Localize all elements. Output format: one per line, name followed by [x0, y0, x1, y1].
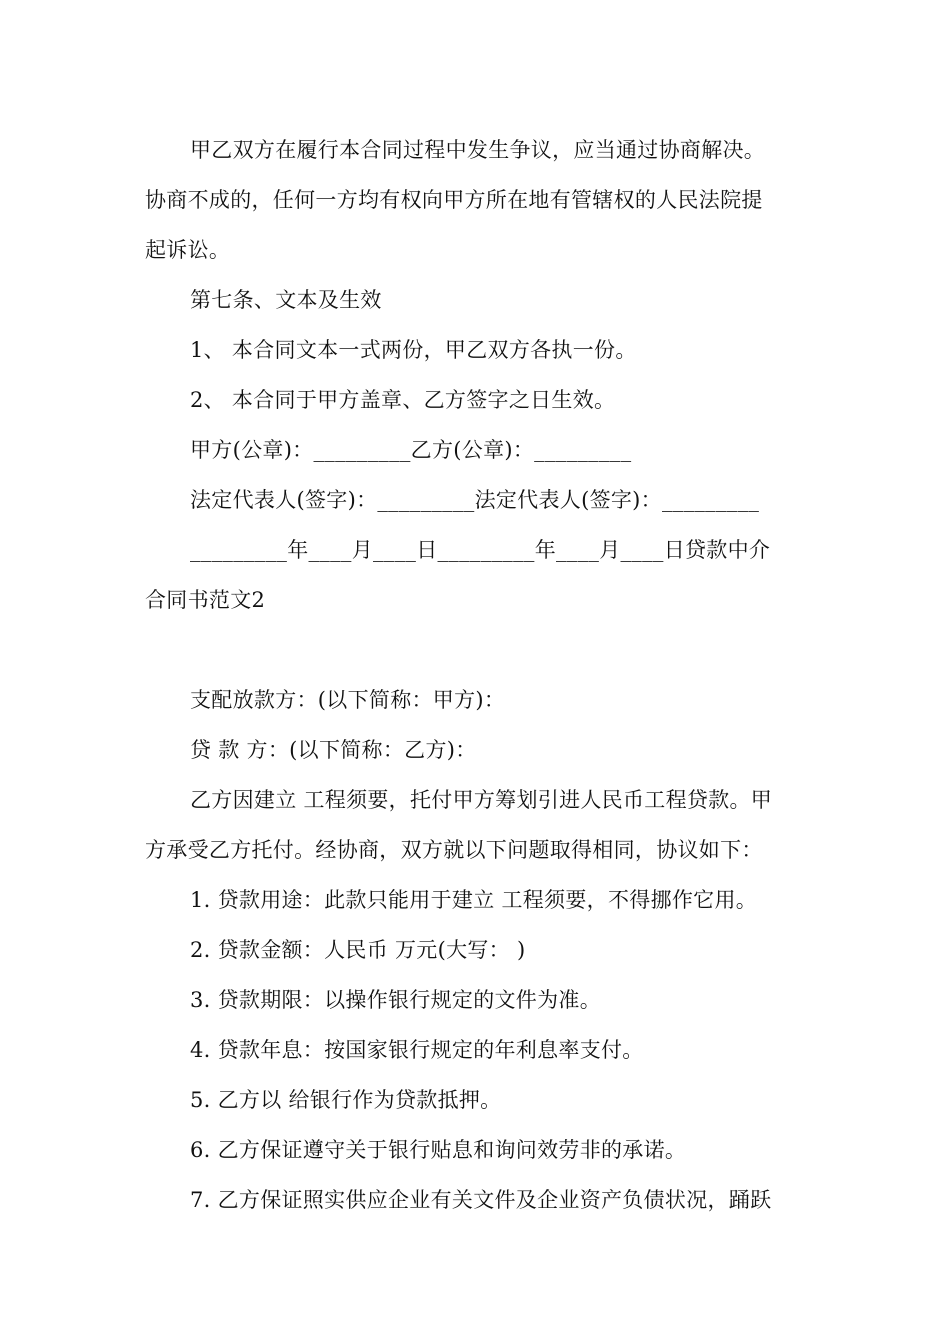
signature-line: 法定代表人(签字)：_________法定代表人(签字)：_________	[190, 488, 760, 512]
list-item-3: 3. 贷款期限：以操作银行规定的文件为准。	[190, 988, 602, 1012]
paragraph-dispute-line-3: 起诉讼。	[145, 238, 231, 262]
borrower-line: 贷 款 方：(以下简称：乙方)：	[190, 738, 477, 762]
clause-item-1: 1、 本合同文本一式两份，甲乙双方各执一份。	[190, 338, 637, 362]
paragraph-intro-line-2: 方承受乙方托付。经协商，双方就以下问题取得相同，协议如下：	[145, 838, 763, 862]
list-item-4: 4. 贷款年息：按国家银行规定的年利息率支付。	[190, 1038, 644, 1062]
document-title: 合同书范文2	[145, 588, 266, 612]
lender-line: 支配放款方：(以下简称：甲方)：	[190, 688, 506, 712]
seal-line: 甲方(公章)：_________乙方(公章)：_________	[190, 438, 632, 462]
list-item-5: 5. 乙方以 给银行作为贷款抵押。	[190, 1088, 502, 1112]
paragraph-dispute-line-1: 甲乙双方在履行本合同过程中发生争议，应当通过协商解决。	[190, 138, 766, 162]
paragraph-dispute-line-2: 协商不成的，任何一方均有权向甲方所在地有管辖权的人民法院提	[145, 188, 763, 212]
list-item-2: 2. 贷款金额：人民币 万元(大写： )	[190, 938, 526, 962]
list-item-6: 6. 乙方保证遵守关于银行贴息和询问效劳非的承诺。	[190, 1138, 687, 1162]
date-line: _________年____月____日_________年____月____日贷款中介	[190, 538, 771, 562]
article-heading: 第七条、文本及生效	[190, 288, 382, 312]
list-item-1: 1. 贷款用途：此款只能用于建立 工程须要，不得挪作它用。	[190, 888, 758, 912]
paragraph-intro-line-1: 乙方因建立 工程须要，托付甲方筹划引进人民币工程贷款。甲	[190, 788, 773, 812]
clause-item-2: 2、 本合同于甲方盖章、乙方签字之日生效。	[190, 388, 616, 412]
list-item-7: 7. 乙方保证照实供应企业有关文件及企业资产负债状况，踊跃	[190, 1188, 772, 1212]
